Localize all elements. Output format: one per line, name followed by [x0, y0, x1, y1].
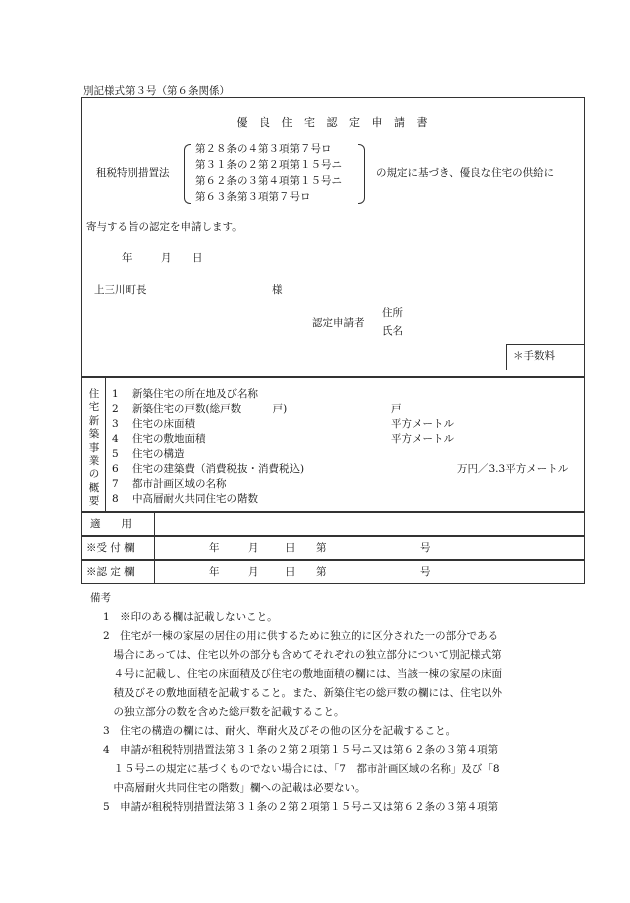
note-line-5: 積及びその敷地面積を記載すること。また、新築住宅の総戸数の欄には、住宅以外 — [103, 687, 502, 699]
note-line-9: １５号ニの規定に基づくものでない場合には、「7 都市計画区域の名称」及び「8 — [103, 763, 500, 775]
right-brace — [358, 144, 365, 204]
item-no-1: 1 — [112, 388, 119, 400]
law-suffix-text: の規定に基づき、優良な住宅の供給に — [376, 167, 555, 179]
date-month-label: 月 — [161, 252, 172, 264]
certification-day: 日 — [285, 566, 296, 578]
article-1: 第２８条の４第３項第７号ロ — [195, 143, 332, 155]
date-day-label: 日 — [192, 252, 203, 264]
reception-day: 日 — [285, 542, 296, 554]
address-label: 住所 — [382, 307, 403, 319]
applicant-label: 認定申請者 — [312, 317, 365, 329]
article-3: 第６２条の３第４項第１５号ニ — [195, 175, 342, 187]
item-label-8: 中高層耐火共同住宅の階数 — [132, 493, 258, 505]
item-label-1: 新築住宅の所在地及び名称 — [132, 388, 258, 400]
article-2: 第３１条の２第２項第１５号ニ — [195, 159, 342, 171]
row-label-certification: ※認 定 欄 — [86, 566, 135, 578]
note-line-1: 1 ※印のある欄は記載しないこと。 — [103, 611, 278, 623]
overview-section — [81, 377, 585, 512]
form-title: 優 良 住 宅 認 定 申 請 書 — [236, 116, 432, 129]
row-label-reception: ※受 付 欄 — [86, 542, 135, 554]
row-divider — [154, 513, 155, 535]
item-no-7: 7 — [112, 478, 119, 490]
reception-month: 月 — [248, 542, 259, 554]
note-line-7: 3 住宅の構造の欄には、耐火、準耐火及びその他の区分を記載すること。 — [103, 725, 457, 737]
certification-dai: 第 — [316, 566, 327, 578]
row-certification — [81, 560, 585, 584]
sama-label: 様 — [272, 284, 283, 296]
item-label-5: 住宅の構造 — [132, 448, 185, 460]
note-line-6: の独立部分の数を含めた総戸数を記載すること。 — [103, 706, 345, 718]
application-section — [81, 97, 585, 377]
article-4: 第６３条第３項第７号ロ — [195, 191, 311, 203]
left-brace — [184, 144, 191, 204]
item-label-2: 新築住宅の戸数(総戸数 戸) — [132, 403, 288, 415]
row-label-apply: 適 用 — [90, 518, 132, 530]
item-no-6: 6 — [112, 463, 119, 475]
item-no-8: 8 — [112, 493, 119, 505]
reception-go: 号 — [420, 542, 431, 554]
certification-go: 号 — [420, 566, 431, 578]
row-reception — [81, 536, 585, 560]
note-line-11: 5 申請が租税特別措置法第３１条の２第２項第１５号ニ又は第６２条の３第４項第 — [103, 801, 499, 813]
row-application — [81, 512, 585, 536]
fee-box — [506, 344, 585, 370]
row-divider — [154, 561, 155, 583]
law-name: 租税特別措置法 — [96, 167, 170, 179]
item-unit-2: 戸 — [391, 403, 402, 415]
item-unit-4: 平方メートル — [391, 433, 454, 445]
item-no-2: 2 — [112, 403, 119, 415]
notes-title: 備考 — [90, 592, 111, 604]
item-label-6: 住宅の建築費（消費税抜・消費税込) — [132, 463, 305, 475]
item-unit-3: 平方メートル — [391, 418, 454, 430]
item-label-7: 都市計画区域の名称 — [132, 478, 227, 490]
fee-label: ＊手数料 — [513, 350, 555, 362]
overview-label: 住宅新築事業の概要 — [88, 388, 100, 508]
addressee: 上三川町長 — [94, 284, 147, 296]
row-divider — [154, 537, 155, 559]
note-line-10: 中高層耐火共同住宅の階数」欄への記載は必要ない。 — [103, 782, 366, 794]
reception-year: 年 — [209, 542, 220, 554]
item-no-5: 5 — [112, 448, 119, 460]
note-line-2: 2 住宅が一棟の家屋の居住の用に供するために独立的に区分された一の部分である — [103, 630, 499, 642]
date-year-label: 年 — [122, 252, 133, 264]
reception-dai: 第 — [316, 542, 327, 554]
form-number-label: 別記様式第３号（第６条関係） — [83, 85, 230, 97]
certification-year: 年 — [209, 566, 220, 578]
certification-month: 月 — [248, 566, 259, 578]
item-label-3: 住宅の床面積 — [132, 418, 195, 430]
note-line-3: 場合にあっては、住宅以外の部分も含めてそれぞれの独立部分について別記様式第 — [103, 649, 502, 661]
note-line-8: 4 申請が租税特別措置法第３１条の２第２項第１５号ニ又は第６２条の３第４項第 — [103, 744, 499, 756]
request-text: 寄与する旨の認定を申請します。 — [86, 221, 243, 233]
name-label: 氏名 — [382, 325, 403, 337]
item-label-4: 住宅の敷地面積 — [132, 433, 206, 445]
item-no-4: 4 — [112, 433, 119, 445]
note-line-4: ４号に記載し、住宅の床面積及び住宅の敷地面積の欄には、当該一棟の家屋の床面 — [103, 668, 502, 680]
overview-divider — [105, 378, 106, 511]
item-no-3: 3 — [112, 418, 119, 430]
item-unit-6: 万円／3.3平方メートル — [457, 463, 569, 475]
